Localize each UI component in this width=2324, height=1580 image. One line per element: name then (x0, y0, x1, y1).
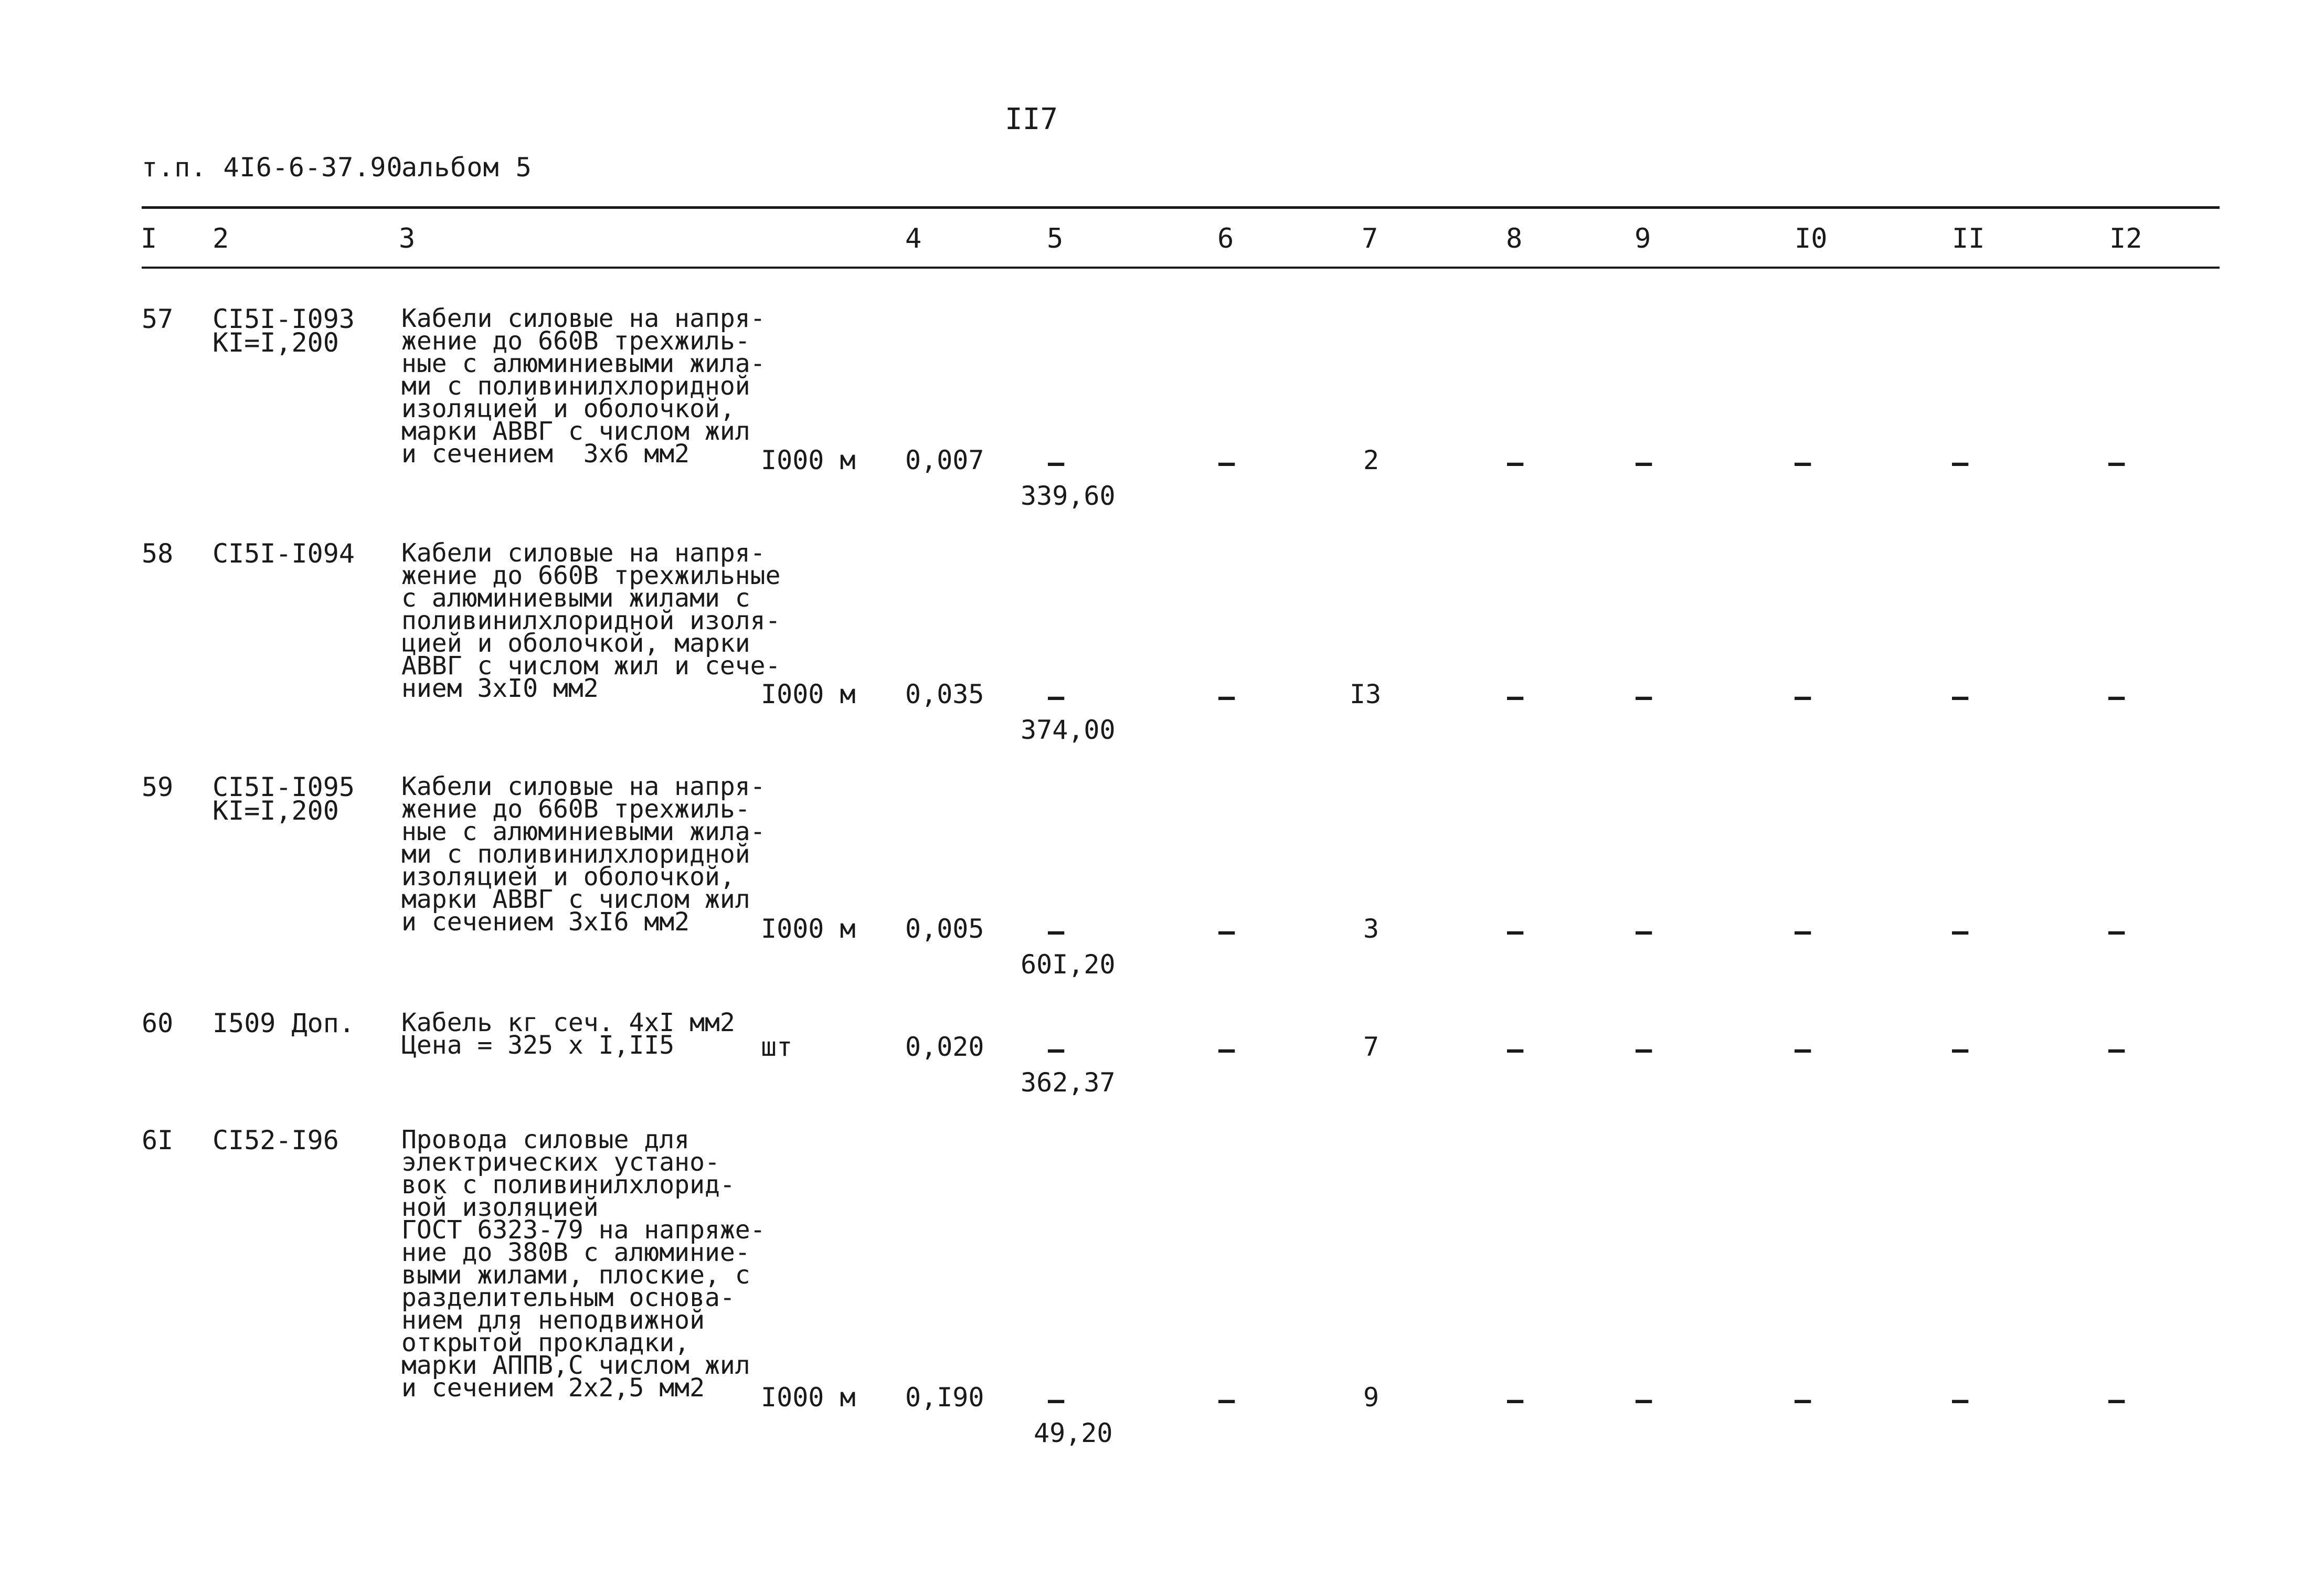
price-coefficient: KI=I,200 (213, 796, 339, 826)
unit: I000 м (761, 914, 856, 944)
item-description: Кабели силовые на напря- жение до 660В трехжиль- ные с алюминиевыми жила- ми с поливинилхлоридной изоляцией и оболочкой, марки АВВГ с числом жил и сечением 3хI6 мм2 (401, 772, 766, 937)
price-coefficient: KI=I,200 (213, 327, 339, 358)
col8-value: – (1507, 447, 1524, 479)
row-number: 60 (142, 1008, 174, 1038)
album-label: альбом 5 (401, 152, 532, 183)
col5-value: – (1048, 447, 1065, 479)
col8-value: – (1507, 916, 1524, 947)
row-number: 59 (142, 772, 174, 802)
col10-value: – (1795, 681, 1811, 713)
row-number: 58 (142, 538, 174, 569)
col8-value: – (1507, 681, 1524, 713)
quantity: 0,035 (905, 679, 984, 709)
col7-value: I3 (1350, 679, 1382, 709)
quantity: 0,005 (905, 914, 984, 944)
col12-value: – (2108, 447, 2125, 479)
column-header: 2 (213, 223, 229, 255)
col6-value: – (1218, 1384, 1235, 1416)
col8-value: – (1507, 1384, 1524, 1416)
col9-value: – (1636, 916, 1652, 947)
item-description: Провода силовые для электрических устано- вок с поливинилхлорид- ной изоляцией ГОСТ 6323-79 на напряже- ние до 380В с алюминие- выми жилами, плоские, с разделительным основа- нием для неподвижной открытой прокладки, марки АППВ,С числом жил и сечением 2х2,5 мм2 (401, 1125, 766, 1403)
col5-value: – (1048, 916, 1065, 947)
col10-value: – (1795, 1034, 1811, 1065)
document-reference: т.п. 4I6-6-37.90 (142, 152, 403, 183)
column-header: I2 (2109, 223, 2142, 255)
unit-price: 362,37 (1021, 1067, 1116, 1098)
item-description: Кабели силовые на напря- жение до 660В трехжиль- ные с алюминиевыми жила- ми с поливинилхлоридной изоляцией и оболочкой, марки АВВГ с числом жил и сечением 3х6 мм2 (401, 304, 766, 469)
col5-value: – (1048, 681, 1065, 713)
col11-value: – (1952, 916, 1969, 947)
col11-value: – (1952, 1034, 1969, 1065)
col7-value: 3 (1363, 914, 1379, 944)
col11-value: – (1952, 681, 1969, 713)
unit: I000 м (761, 445, 856, 475)
column-header: 3 (399, 223, 416, 255)
col7-value: 7 (1363, 1032, 1379, 1062)
unit: I000 м (761, 679, 856, 709)
item-description: Кабель кг сеч. 4хI мм2 Цена = 325 х I,II5 (401, 1008, 735, 1060)
column-header: 7 (1362, 223, 1378, 255)
unit-price: 49,20 (1034, 1418, 1113, 1448)
col5-value: – (1048, 1384, 1065, 1416)
col6-value: – (1218, 681, 1235, 713)
unit-price: 60I,20 (1021, 949, 1116, 980)
unit: шт (761, 1032, 793, 1062)
col6-value: – (1218, 916, 1235, 947)
col6-value: – (1218, 447, 1235, 479)
unit-price: 374,00 (1021, 715, 1116, 745)
header-top-rule (142, 206, 2220, 209)
page-number: II7 (1005, 102, 1058, 136)
column-header: I (141, 223, 157, 255)
column-header: II (1952, 223, 1985, 255)
col9-value: – (1636, 447, 1652, 479)
price-code: CI5I-I095 (213, 772, 355, 802)
column-header: 4 (905, 223, 922, 255)
col7-value: 9 (1363, 1382, 1379, 1413)
col11-value: – (1952, 447, 1969, 479)
col9-value: – (1636, 1034, 1652, 1065)
column-header: 5 (1047, 223, 1064, 255)
column-header: 8 (1506, 223, 1523, 255)
column-header: 6 (1217, 223, 1234, 255)
col10-value: – (1795, 916, 1811, 947)
quantity: 0,020 (905, 1032, 984, 1062)
col8-value: – (1507, 1034, 1524, 1065)
col10-value: – (1795, 447, 1811, 479)
quantity: 0,I90 (905, 1382, 984, 1413)
col7-value: 2 (1363, 445, 1379, 475)
col9-value: – (1636, 681, 1652, 713)
unit-price: 339,60 (1021, 481, 1116, 511)
col12-value: – (2108, 1034, 2125, 1065)
col12-value: – (2108, 681, 2125, 713)
col12-value: – (2108, 1384, 2125, 1416)
row-number: 6I (142, 1125, 174, 1155)
col6-value: – (1218, 1034, 1235, 1065)
col12-value: – (2108, 916, 2125, 947)
item-description: Кабели силовые на напря- жение до 660В трехжильные с алюминиевыми жилами с поливинилхлоридной изоля- цией и оболочкой, марки АВВГ с числом жил и сече- нием 3хI0 мм2 (401, 538, 781, 703)
price-code: CI5I-I094 (213, 538, 355, 569)
col5-value: – (1048, 1034, 1065, 1065)
price-code: I509 Доп. (213, 1008, 355, 1038)
price-code: CI52-I96 (213, 1125, 339, 1155)
col10-value: – (1795, 1384, 1811, 1416)
column-header: I0 (1795, 223, 1828, 255)
column-header: 9 (1635, 223, 1651, 255)
price-code: CI5I-I093 (213, 304, 355, 334)
col11-value: – (1952, 1384, 1969, 1416)
row-number: 57 (142, 304, 174, 334)
header-bottom-rule (142, 267, 2220, 269)
unit: I000 м (761, 1382, 856, 1413)
col9-value: – (1636, 1384, 1652, 1416)
quantity: 0,007 (905, 445, 984, 475)
